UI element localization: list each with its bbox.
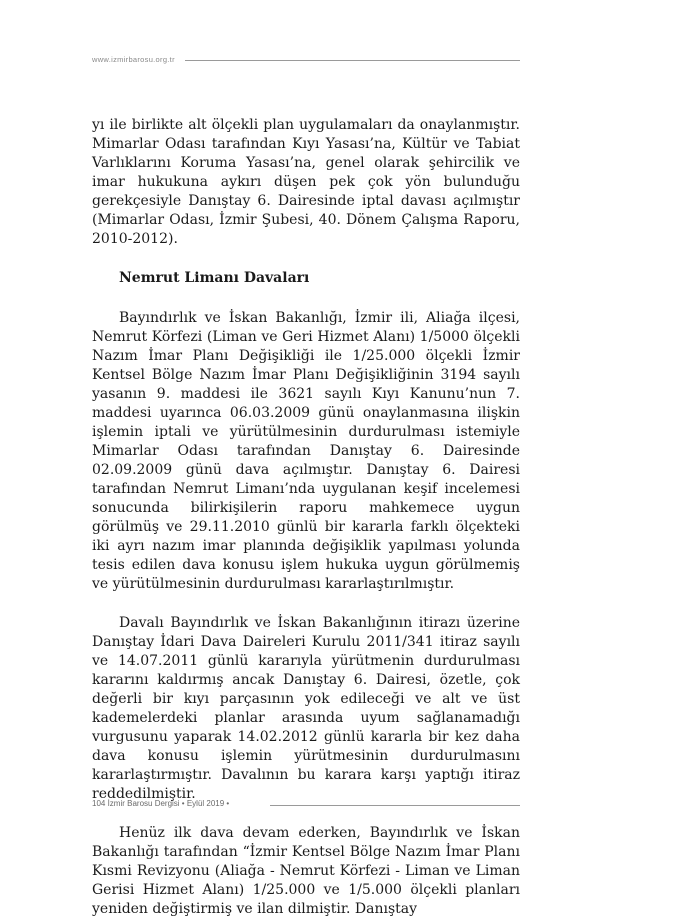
body-paragraph-2: Davalı Bayındırlık ve İskan Bakanlığının itirazı üzerine Danıştay İdari Dava Daireleri Kurulu 2011/341 itiraz sayılı ve 14.07.2011 günlü kararıyla yürütmenin durdurulması kararını kaldırmış ancak Danıştay 6. Dairesi, özetle, çok değerli bir kıyı parçasının yok edileceği ve alt ve üst kademelerdeki planlar arasında uyum sağlanamadığı vurgusunu yaparak 14.02.2012 günlü kararla bir kez daha dava konusu işlemin yürütmesinin durdurulmasını kararlaştırmıştır. Davalının bu karara karşı yaptığı itiraz reddedilmiştir.: [92, 615, 520, 802]
header-url: www.izmirbarosu.org.tr: [92, 55, 175, 64]
page-header: [92, 55, 520, 67]
header-rule: [185, 60, 520, 61]
footer-rule: [270, 805, 520, 806]
section-heading: Nemrut Limanı Davaları: [119, 270, 310, 286]
footer-page-info: 104 İzmir Barosu Dergisi • Eylül 2019 •: [92, 799, 230, 808]
body-paragraph-1: Bayındırlık ve İskan Bakanlığı, İzmir ili, Aliağa ilçesi, Nemrut Körfezi (Liman ve Geri Hizmet Alanı) 1/5000 ölçekli Nazım İmar Planı Değişikliği ile 1/25.000 ölçekli İzmir Kentsel Bölge Nazım İmar Planı Değişikliğinin 3194 sayılı yasanın 9. maddesi ile 3621 sayılı Kıyı Kanunu’nun 7. maddesi uyarınca 06.03.2009 günü onaylanmasına ilişkin işlemin iptali ve yürütülmesinin durdurulması istemiyle Mimarlar Odası tarafından Danıştay 6. Dairesinde 02.09.2009 günü dava açılmıştır. Danıştay 6. Dairesi tarafından Nemrut Limanı’nda uygulanan keşif incelemesi sonucunda bilirkişilerin raporu mahkemece uygun görülmüş ve 29.11.2010 günlü bir kararla farklı ölçekteki iki ayrı nazım imar planında değişiklik yapılması yolunda tesis edilen dava konusu işlem hukuka uygun görülmemiş ve yürütülmesinin durdurulması kararlaştırılmıştır.: [92, 310, 520, 592]
page-footer: [92, 799, 520, 811]
body-paragraph-3: Henüz ilk dava devam ederken, Bayındırlık ve İskan Bakanlığı tarafından “İzmir Kentsel Bölge Nazım İmar Planı Kısmi Revizyonu (Aliağa - Nemrut Körfezi - Liman ve Liman Gerisi Hizmet Alanı) 1/25.000 ve 1/5.000 ölçekli planları yeniden değiştirmiş ve ilan dilmiştir. Danıştay: [92, 825, 520, 917]
continuation-paragraph: yı ile birlikte alt ölçekli plan uygulamaları da onaylanmıştır. Mimarlar Odası tarafından Kıyı Yasası’na, Kültür ve Tabiat Varlıklarını Koruma Yasası’na, genel olarak şehircilik ve imar hukukuna aykırı düşen pek çok yön bulunduğu gerekçesiyle Danıştay 6. Dairesinde iptal davası açılmıştır (Mimarlar Odası, İzmir Şubesi, 40. Dönem Çalışma Raporu, 2010-2012).: [92, 117, 520, 247]
